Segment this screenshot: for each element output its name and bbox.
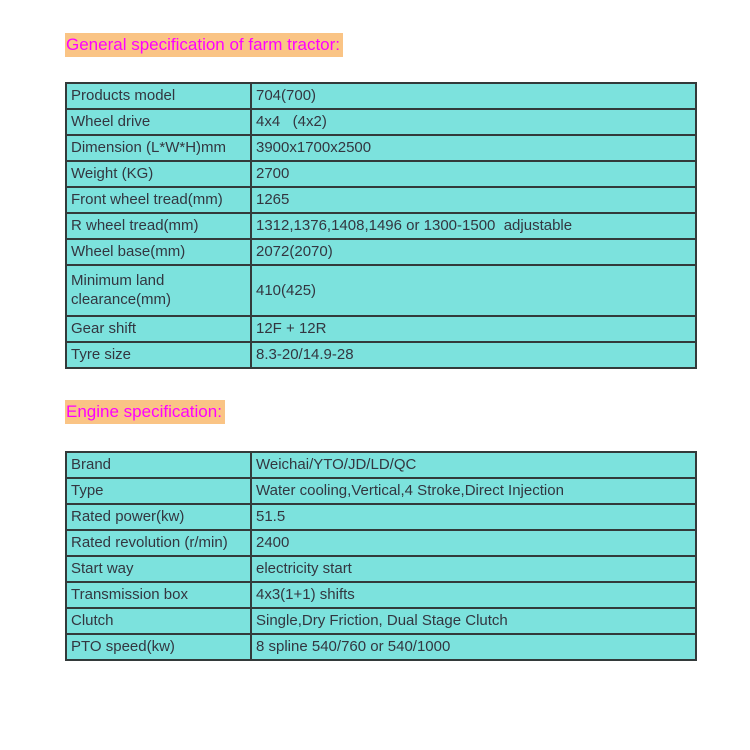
spec-value: 1265: [251, 187, 696, 213]
spec-value: 12F + 12R: [251, 316, 696, 342]
table-row: [66, 556, 696, 582]
table-row: [66, 634, 696, 660]
spec-value: Water cooling,Vertical,4 Stroke,Direct Injection: [251, 478, 696, 504]
spec-value: 2700: [251, 161, 696, 187]
spec-label: Type: [66, 478, 251, 504]
general-spec-heading: General specification of farm tractor:: [65, 33, 343, 57]
general-spec-heading-row: [65, 33, 695, 56]
spec-value: 51.5: [251, 504, 696, 530]
spec-value: 8 spline 540/760 or 540/1000: [251, 634, 696, 660]
spec-label: PTO speed(kw): [66, 634, 251, 660]
spec-label: Brand: [66, 452, 251, 478]
spec-label: Dimension (L*W*H)mm: [66, 135, 251, 161]
table-row: [66, 478, 696, 504]
table-row: [66, 213, 696, 239]
table-row: [66, 265, 696, 316]
table-row: [66, 187, 696, 213]
spec-value: 8.3-20/14.9-28: [251, 342, 696, 368]
spec-value: 4x3(1+1) shifts: [251, 582, 696, 608]
table-row: [66, 342, 696, 368]
spec-label: Transmission box: [66, 582, 251, 608]
spec-label: Products model: [66, 83, 251, 109]
spec-label: Weight (KG): [66, 161, 251, 187]
spec-value: 2072(2070): [251, 239, 696, 265]
spec-label: Front wheel tread(mm): [66, 187, 251, 213]
spec-label: Start way: [66, 556, 251, 582]
engine-spec-heading: Engine specification:: [65, 400, 225, 424]
spec-value: 2400: [251, 530, 696, 556]
general-spec-table: [65, 82, 697, 369]
engine-spec-table: [65, 451, 697, 661]
spec-label: Tyre size: [66, 342, 251, 368]
spec-label: Rated revolution (r/min): [66, 530, 251, 556]
table-row: [66, 582, 696, 608]
table-row: [66, 316, 696, 342]
table-row: [66, 504, 696, 530]
spec-value: electricity start: [251, 556, 696, 582]
spec-label: Clutch: [66, 608, 251, 634]
spec-value: 410(425): [251, 265, 696, 316]
table-row: [66, 239, 696, 265]
table-row: [66, 109, 696, 135]
spec-value: 4x4 (4x2): [251, 109, 696, 135]
spec-label: Minimum land clearance(mm): [66, 265, 251, 316]
spec-value: 3900x1700x2500: [251, 135, 696, 161]
spec-value: Weichai/YTO/JD/LD/QC: [251, 452, 696, 478]
spec-label: Wheel base(mm): [66, 239, 251, 265]
table-row: [66, 161, 696, 187]
spec-label: R wheel tread(mm): [66, 213, 251, 239]
spec-value: 1312,1376,1408,1496 or 1300-1500 adjustable: [251, 213, 696, 239]
engine-spec-heading-row: [65, 400, 695, 423]
spec-label: Gear shift: [66, 316, 251, 342]
table-row: [66, 135, 696, 161]
table-row: [66, 83, 696, 109]
spec-label: Wheel drive: [66, 109, 251, 135]
spec-value: 704(700): [251, 83, 696, 109]
spec-label: Rated power(kw): [66, 504, 251, 530]
table-row: [66, 608, 696, 634]
spec-value: Single,Dry Friction, Dual Stage Clutch: [251, 608, 696, 634]
table-row: [66, 530, 696, 556]
table-row: [66, 452, 696, 478]
